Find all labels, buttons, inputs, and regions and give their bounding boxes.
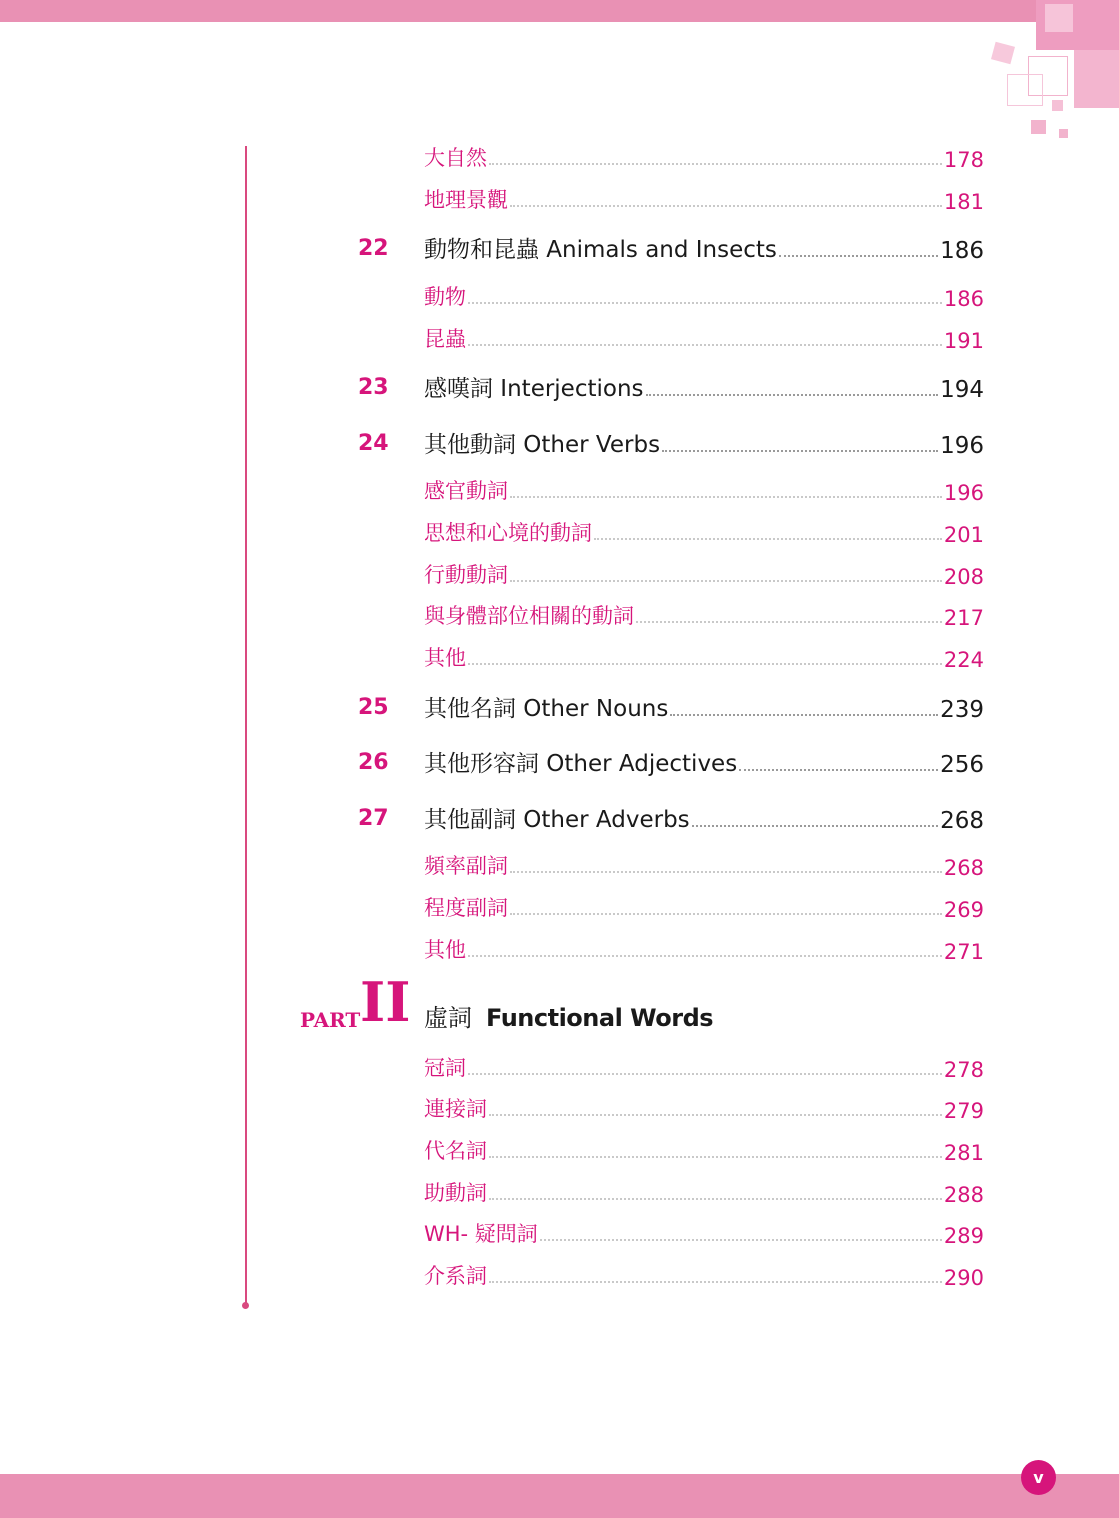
toc-chapter-entry[interactable]: 其他名詞 Other Nouns 239 xyxy=(424,696,984,723)
toc-entry[interactable]: 其他 271 xyxy=(424,938,984,964)
chapter-number: 22 xyxy=(358,236,389,261)
toc-entry[interactable]: 思想和心境的動詞 201 xyxy=(424,521,984,547)
toc-entry[interactable]: 程度副詞 269 xyxy=(424,896,984,922)
toc-entry[interactable]: 感官動詞 196 xyxy=(424,479,984,505)
toc-chapter-entry[interactable]: 動物和昆蟲 Animals and Insects 186 xyxy=(424,237,984,264)
chapter-number: 27 xyxy=(358,806,389,831)
toc-entry[interactable]: 代名詞 281 xyxy=(424,1139,984,1165)
part-label: PART xyxy=(300,1008,361,1032)
toc-chapter-entry[interactable]: 其他副詞 Other Adverbs 268 xyxy=(424,807,984,834)
chapter-number: 24 xyxy=(358,431,389,456)
bottom-band xyxy=(0,1474,1119,1518)
part-numeral: II xyxy=(360,970,411,1034)
toc-entry[interactable]: 動物 186 xyxy=(424,285,984,311)
toc-chapter-entry[interactable]: 其他形容詞 Other Adjectives 256 xyxy=(424,751,984,778)
toc-entry[interactable]: 與身體部位相關的動詞 217 xyxy=(424,604,984,630)
part-title xyxy=(424,998,713,1033)
chapter-number: 26 xyxy=(358,750,389,775)
vertical-rule xyxy=(245,146,247,1306)
toc-entry[interactable]: 其他 224 xyxy=(424,646,984,672)
vertical-rule-end-dot xyxy=(242,1302,249,1309)
toc-entry[interactable]: WH- 疑問詞 289 xyxy=(424,1222,984,1248)
chapter-number: 23 xyxy=(358,375,389,400)
toc-chapter-entry[interactable]: 感嘆詞 Interjections 194 xyxy=(424,376,984,403)
toc-entry[interactable]: 冠詞 278 xyxy=(424,1056,984,1082)
top-band xyxy=(0,0,1119,22)
toc-entry[interactable]: 助動詞 288 xyxy=(424,1181,984,1207)
toc-entry[interactable]: 大自然 178 xyxy=(424,146,984,172)
page-number-badge: v xyxy=(1021,1460,1056,1495)
toc-entry[interactable]: 介系詞 290 xyxy=(424,1264,984,1290)
part-title-en: Functional Words xyxy=(486,1004,714,1032)
chapter-number: 25 xyxy=(358,695,389,720)
toc-chapter-entry[interactable]: 其他動詞 Other Verbs 196 xyxy=(424,432,984,459)
part-title-zh: 虛詞 xyxy=(424,1004,472,1032)
toc-entry[interactable]: 連接詞 279 xyxy=(424,1097,984,1123)
toc-entry[interactable]: 頻率副詞 268 xyxy=(424,854,984,880)
toc-entry[interactable]: 昆蟲 191 xyxy=(424,327,984,353)
toc-entry[interactable]: 地理景觀 181 xyxy=(424,188,984,214)
toc-entry[interactable]: 行動動詞 208 xyxy=(424,563,984,589)
